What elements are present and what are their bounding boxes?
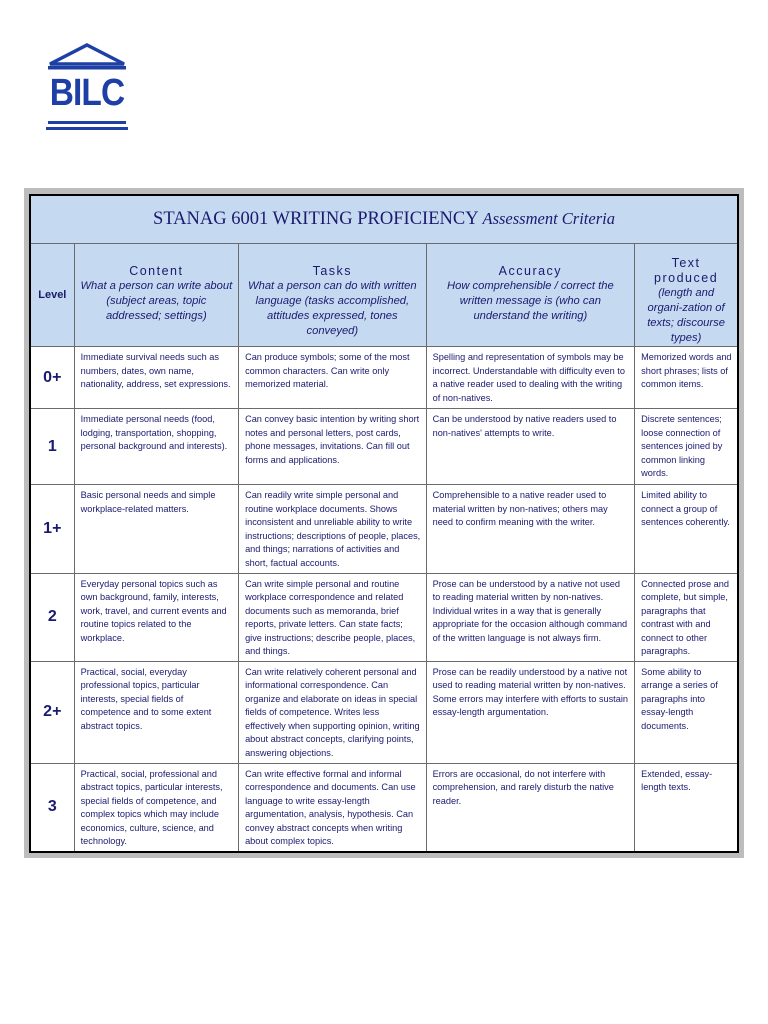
header-tasks: [239, 244, 427, 347]
header-text-title: Text produced: [654, 256, 719, 286]
level-cell: 0+: [30, 347, 74, 409]
header-accuracy: [426, 244, 635, 347]
tasks-cell: Can produce symbols; some of the most common characters. Can write only memorized material.: [239, 347, 427, 409]
content-cell: Basic personal needs and simple workplace-related matters.: [74, 485, 238, 573]
table-row: [30, 409, 738, 485]
content-cell: Practical, social, everyday professional topics, particular interests, special fields of competence and to some extent abstract topics.: [74, 661, 238, 763]
text-produced-cell: Limited ability to connect a group of sentences coherently.: [635, 485, 738, 573]
accuracy-cell: Errors are occasional, do not interfere with comprehension, and rarely disturb the native reader.: [426, 763, 635, 852]
tasks-cell: Can write simple personal and routine workplace correspondence and related documents such as memoranda, brief reports, private letters. Can state facts; give instructions; describe people, places, and things.: [239, 573, 427, 661]
content-cell: Immediate survival needs such as numbers, dates, own name, nationality, address, set expressions.: [74, 347, 238, 409]
table-title: [30, 195, 738, 244]
accuracy-cell: Comprehensible to a native reader used to material written by non-natives; others may need to confirm meaning with the writer.: [426, 485, 635, 573]
tasks-cell: Can convey basic intention by writing short notes and personal letters, post cards, phone messages, invitations. Can fill out forms and applications.: [239, 409, 427, 485]
content-cell: Immediate personal needs (food, lodging, transportation, shopping, personal background and interests).: [74, 409, 238, 485]
header-content-desc: What a person can write about (subject areas, topic addressed; settings): [80, 280, 233, 323]
table-row: [30, 763, 738, 852]
header-content: [74, 244, 238, 347]
title-sub: Assessment Criteria: [482, 209, 615, 229]
level-cell: 2+: [30, 661, 74, 763]
header-text-desc: (length and organi-zation of texts; discourse types): [647, 287, 725, 345]
text-produced-cell: Connected prose and complete, but simple, paragraphs that contrast with and connect to other paragraphs.: [635, 573, 738, 661]
tasks-cell: Can readily write simple personal and routine workplace documents. Shows inconsistent and unreliable ability to write instructions; descriptions of people, places, and things; narrations of activities and short, factual accounts.: [239, 485, 427, 573]
text-produced-cell: Memorized words and short phrases; lists of common items.: [635, 347, 738, 409]
text-produced-cell: Discrete sentences; loose connection of sentences joined by common linking words.: [635, 409, 738, 485]
accuracy-cell: Can be understood by native readers used to non-natives' attempts to write.: [426, 409, 635, 485]
accuracy-cell: Prose can be readily understood by a native not used to reading material written by non-natives. Some errors may interfere with efforts to sustain essay-length argumentation.: [426, 661, 635, 763]
table-row: [30, 661, 738, 763]
text-produced-cell: Some ability to arrange a series of paragraphs into essay-length documents.: [635, 661, 738, 763]
table-row: [30, 485, 738, 573]
title-main: STANAG 6001 WRITING PROFICIENCY: [153, 209, 478, 230]
content-cell: Everyday personal topics such as own background, family, interests, work, travel, and current events and routine topics related to the workplace.: [74, 573, 238, 661]
logo-text: BILC: [49, 72, 125, 114]
tasks-cell: Can write effective formal and informal correspondence and documents. Can use language to write essay-length argumentation, analysis, hypothesis. Can convey abstract concepts when writing about complex topics.: [239, 763, 427, 852]
assessment-table: [29, 194, 739, 853]
header-accuracy-desc: How comprehensible / correct the written message is (who can understand the writing): [447, 280, 614, 323]
tasks-cell: Can write relatively coherent personal and informational correspondence. Can organize and elaborate on ideas in special fields of competence. Writes less effectively when supporting opinion, writing about abstract concepts, clarifying points, answering objections.: [239, 661, 427, 763]
accuracy-cell: Spelling and representation of symbols may be incorrect. Understandable with difficulty even to a native reader used to dealing with the writing of non-natives.: [426, 347, 635, 409]
level-cell: 3: [30, 763, 74, 852]
header-text-produced: [635, 244, 738, 347]
level-cell: 1: [30, 409, 74, 485]
content-cell: Practical, social, professional and abstract topics, particular interests, special fields of competence, and complex topics which may include economics, culture, science, and technology.: [74, 763, 238, 852]
accuracy-cell: Prose can be understood by a native not used to reading material written by non-natives. Individual writes in a way that is generally appropriate for the occasion although command of the written language is not always firm.: [426, 573, 635, 661]
level-cell: 1+: [30, 485, 74, 573]
header-content-title: Content: [129, 264, 184, 279]
assessment-table-frame: [24, 188, 744, 858]
level-cell: 2: [30, 573, 74, 661]
table-row: [30, 347, 738, 409]
header-tasks-desc: What a person can do with written language (tasks accomplished, attitudes expressed, tones conveyed): [248, 280, 417, 338]
header-accuracy-title: Accuracy: [498, 264, 563, 279]
text-produced-cell: Extended, essay-length texts.: [635, 763, 738, 852]
bilc-logo: [44, 42, 130, 132]
header-level: Level: [30, 244, 74, 347]
table-row: [30, 573, 738, 661]
header-tasks-title: Tasks: [312, 264, 353, 279]
